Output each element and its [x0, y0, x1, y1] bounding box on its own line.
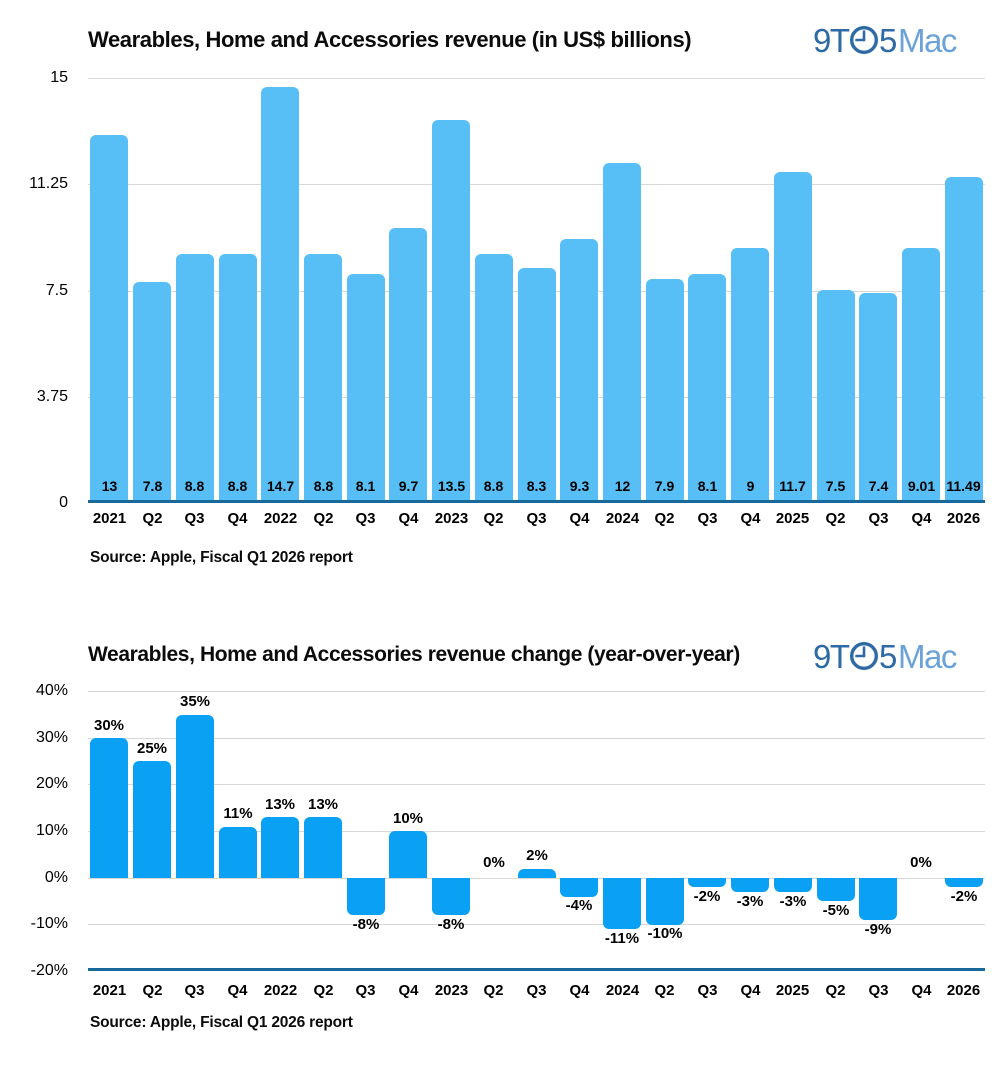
bar-value-label: 7.9 — [654, 478, 675, 494]
logo-text-mac: Mac — [898, 638, 956, 675]
x-axis-label: Q3 — [184, 982, 205, 999]
y-axis-label: -20% — [30, 962, 68, 979]
9to5mac-logo — [812, 637, 980, 677]
bar-value-label: 11% — [223, 805, 253, 822]
gridline — [88, 691, 985, 692]
bar-value-label: 13% — [264, 796, 296, 813]
y-axis-label: -10% — [30, 915, 68, 932]
bar-value-label: 9.7 — [398, 478, 419, 494]
x-axis-label: Q2 — [142, 982, 163, 999]
bar-value-label: 30% — [93, 717, 125, 734]
logo-text-5: 5 — [879, 638, 896, 675]
chart2-source-note: Source: Apple, Fiscal Q1 2026 report — [90, 1014, 353, 1031]
bar-value-label: 13% — [307, 796, 339, 813]
bar-value-label: 9.3 — [569, 478, 590, 494]
x-axis-label: 2022 — [263, 982, 298, 999]
bar-value-label: -11% — [604, 930, 640, 947]
bar — [902, 248, 940, 500]
bar — [774, 878, 812, 892]
bar — [347, 274, 385, 500]
x-axis-label: Q3 — [868, 510, 889, 527]
9to5mac-logo — [812, 21, 980, 61]
x-axis-label: Q4 — [740, 510, 761, 527]
x-axis-label: 2026 — [946, 510, 981, 527]
bar-value-label: 0% — [910, 854, 932, 871]
bar — [261, 87, 299, 500]
x-axis-label: 2021 — [92, 510, 127, 527]
bar — [945, 878, 983, 887]
bar — [603, 163, 641, 500]
x-axis-label: 2023 — [434, 510, 469, 527]
bar-value-label: 8.8 — [184, 478, 205, 494]
y-axis-label: 15 — [50, 69, 68, 86]
bar — [817, 290, 855, 500]
chart2-title: Wearables, Home and Accessories revenue change (year-over-year) — [88, 643, 740, 666]
chart1-title: Wearables, Home and Accessories revenue (in US$ billions) — [88, 27, 692, 52]
x-axis-label: 2021 — [92, 982, 127, 999]
bar-value-label: 9 — [746, 478, 755, 494]
x-axis-label: Q3 — [526, 982, 547, 999]
x-axis-label: 2025 — [775, 510, 810, 527]
clock-icon — [852, 644, 877, 669]
bar — [90, 738, 128, 878]
gridline — [88, 184, 985, 185]
bar-value-label: 8.8 — [313, 478, 334, 494]
logo-text-mac: Mac — [898, 22, 956, 59]
gridline — [88, 78, 985, 79]
logo-text-5: 5 — [879, 22, 896, 59]
bar — [133, 282, 171, 500]
y-axis-label: 3.75 — [36, 388, 68, 405]
x-axis-label: Q4 — [227, 510, 248, 527]
x-axis-label: Q2 — [142, 510, 163, 527]
logo-text-9t: 9T — [813, 638, 849, 675]
x-axis-label: Q2 — [483, 982, 504, 999]
bar — [688, 878, 726, 887]
bar-value-label: 13.5 — [437, 478, 466, 494]
y-axis-label: 30% — [35, 729, 68, 746]
bar-value-label: 7.8 — [142, 478, 163, 494]
gridline — [88, 784, 985, 785]
clock-icon — [852, 28, 877, 53]
x-axis-label: Q4 — [398, 510, 419, 527]
x-axis-label: Q2 — [483, 510, 504, 527]
bar — [389, 228, 427, 500]
bar — [261, 817, 299, 878]
x-axis-label: Q2 — [654, 510, 675, 527]
x-axis-label: 2024 — [605, 510, 640, 527]
x-axis-label: 2025 — [775, 982, 810, 999]
bar-value-label: 2% — [526, 847, 548, 864]
bar-value-label: 35% — [179, 693, 211, 710]
bar-value-label: -2% — [950, 888, 978, 905]
x-axis-label: Q4 — [569, 982, 590, 999]
x-axis-label: Q3 — [355, 510, 376, 527]
bar — [90, 135, 128, 500]
x-axis-label: Q4 — [569, 510, 590, 527]
x-axis-label: 2022 — [263, 510, 298, 527]
x-axis-label: Q3 — [355, 982, 376, 999]
bar — [304, 254, 342, 500]
y-axis-label: 0% — [44, 869, 68, 886]
bar — [304, 817, 342, 878]
bar-value-label: 14.7 — [266, 478, 295, 494]
x-axis-label: Q2 — [313, 510, 334, 527]
bar-value-label: 8.8 — [483, 478, 504, 494]
bar-value-label: 12 — [614, 478, 631, 494]
chart1-y-axis — [0, 69, 68, 511]
x-axis-label: 2024 — [605, 982, 640, 999]
bar-value-label: 8.8 — [227, 478, 248, 494]
x-axis-label: Q3 — [526, 510, 547, 527]
bar-value-label: -5% — [822, 902, 850, 919]
x-axis-label: Q4 — [911, 982, 932, 999]
bar — [347, 878, 385, 915]
x-axis-label: 2026 — [946, 982, 981, 999]
bar-value-label: 25% — [136, 740, 168, 757]
bar-value-label: -4% — [565, 897, 593, 914]
x-axis-label: Q4 — [740, 982, 761, 999]
bar-value-label: 10% — [392, 810, 424, 827]
bar-value-label: -3% — [779, 893, 807, 910]
chart2-x-axis — [88, 982, 985, 1002]
chart2-y-axis — [0, 682, 68, 979]
bar-value-label: -8% — [437, 916, 465, 933]
bar — [432, 878, 470, 915]
bar — [219, 827, 257, 878]
bar — [475, 254, 513, 500]
bar — [688, 274, 726, 500]
x-axis-label: Q4 — [911, 510, 932, 527]
x-axis-label: Q2 — [825, 510, 846, 527]
axis-line — [88, 968, 985, 971]
axis-line — [88, 500, 985, 503]
chart1-x-axis — [88, 510, 985, 530]
bar-value-label: -10% — [647, 925, 683, 942]
x-axis-label: Q4 — [227, 982, 248, 999]
bar-value-label: 11.7 — [779, 478, 806, 494]
bar-value-label: 8.1 — [697, 478, 718, 494]
y-axis-label: 0 — [59, 494, 68, 511]
y-axis-label: 40% — [35, 682, 68, 699]
x-axis-label: Q3 — [184, 510, 205, 527]
chart2-plot-area — [88, 691, 985, 971]
bar-value-label: 8.3 — [526, 478, 547, 494]
bar — [646, 279, 684, 500]
x-axis-label: 2023 — [434, 982, 469, 999]
y-axis-label: 20% — [35, 775, 68, 792]
x-axis-label: Q3 — [697, 982, 718, 999]
bar — [432, 120, 470, 500]
x-axis-label: Q4 — [398, 982, 419, 999]
bar-value-label: -9% — [864, 921, 892, 938]
bar-value-label: -2% — [693, 888, 721, 905]
bar — [518, 268, 556, 500]
y-axis-label: 7.5 — [45, 282, 68, 299]
bar — [560, 878, 598, 897]
chart1-plot-area — [88, 78, 985, 503]
bar — [560, 239, 598, 500]
x-axis-label: Q2 — [654, 982, 675, 999]
chart1-source-note: Source: Apple, Fiscal Q1 2026 report — [90, 549, 353, 566]
bar — [389, 831, 427, 878]
x-axis-label: Q2 — [313, 982, 334, 999]
bar — [774, 172, 812, 500]
bar-value-label: 11.49 — [946, 478, 981, 494]
bar — [176, 254, 214, 500]
x-axis-label: Q3 — [868, 982, 889, 999]
bar — [133, 761, 171, 878]
bar — [945, 177, 983, 500]
x-axis-label: Q2 — [825, 982, 846, 999]
bar-value-label: -3% — [736, 893, 764, 910]
y-axis-label: 11.25 — [29, 175, 68, 192]
bar-value-label: 13 — [101, 478, 118, 494]
y-axis-label: 10% — [35, 822, 68, 839]
bar — [219, 254, 257, 500]
logo-text-9t: 9T — [813, 22, 849, 59]
bar-value-label: 8.1 — [355, 478, 376, 494]
bar — [731, 248, 769, 500]
bar-value-label: 0% — [483, 854, 505, 871]
bar-value-label: 9.01 — [907, 478, 936, 494]
bar — [859, 293, 897, 500]
bar-value-label: -8% — [352, 916, 380, 933]
gridline — [88, 738, 985, 739]
bar-value-label: 7.4 — [868, 478, 889, 494]
bar-value-label: 7.5 — [825, 478, 846, 494]
x-axis-label: Q3 — [697, 510, 718, 527]
